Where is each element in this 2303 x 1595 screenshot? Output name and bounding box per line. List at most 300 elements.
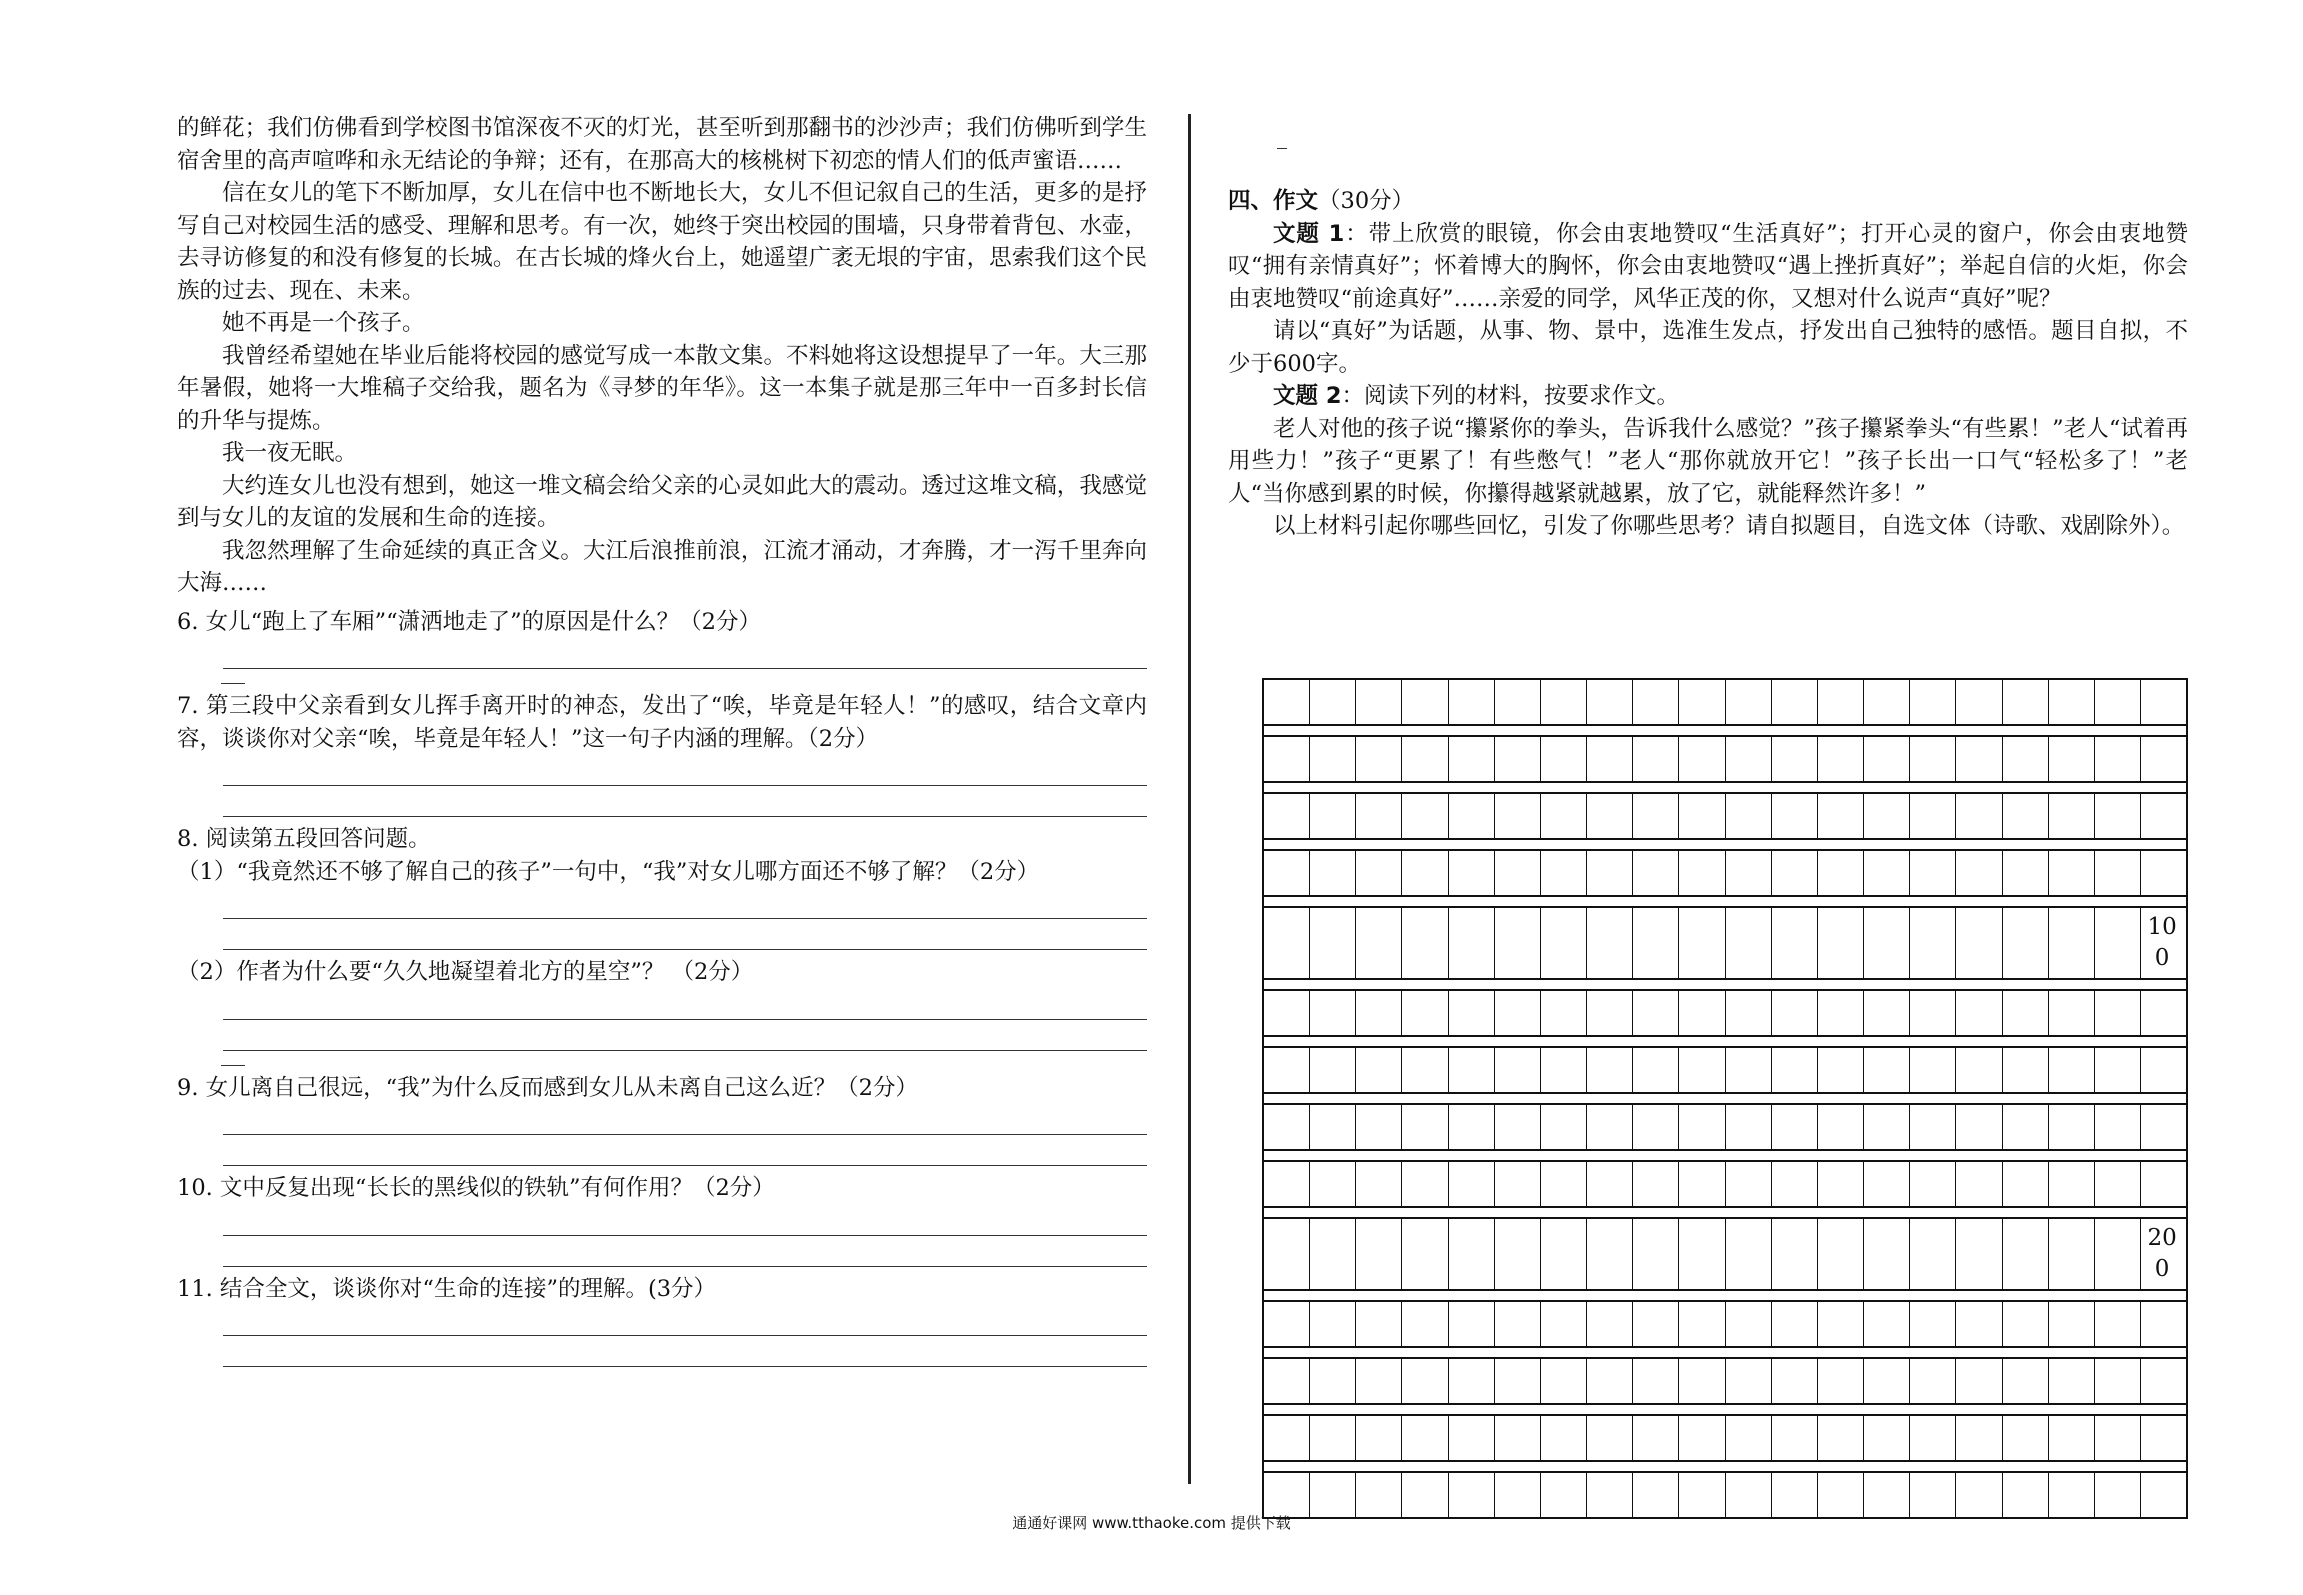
grid-cell[interactable] (1495, 1473, 1541, 1517)
grid-cell[interactable] (1587, 794, 1633, 838)
grid-cell[interactable] (1310, 1048, 1356, 1092)
grid-cell[interactable] (1956, 991, 2002, 1035)
grid-cell[interactable] (1772, 1359, 1818, 1403)
grid-cell[interactable] (1864, 908, 1910, 978)
grid-cell[interactable] (1264, 1416, 1310, 1460)
grid-cell[interactable] (2003, 991, 2049, 1035)
grid-cell[interactable] (1818, 1473, 1864, 1517)
grid-cell[interactable] (1864, 1105, 1910, 1149)
grid-cell[interactable] (1587, 737, 1633, 781)
answer-line[interactable] (223, 1135, 1147, 1166)
grid-cell[interactable] (1956, 1162, 2002, 1206)
grid-cell[interactable] (1310, 794, 1356, 838)
grid-cell[interactable] (2003, 1473, 2049, 1517)
grid-cell[interactable] (1402, 908, 1448, 978)
grid-cell[interactable] (1956, 1105, 2002, 1149)
grid-cell[interactable] (2141, 680, 2186, 724)
passage-paragraph: 我一夜无眠。 (222, 440, 358, 466)
grid-cell[interactable] (1587, 1162, 1633, 1206)
grid-cell[interactable] (1679, 1302, 1725, 1346)
grid-cell[interactable] (2141, 1359, 2186, 1403)
grid-cell[interactable] (2095, 991, 2141, 1035)
grid-cell[interactable] (1402, 1473, 1448, 1517)
grid-cell[interactable] (2049, 1473, 2095, 1517)
grid-cell[interactable] (1402, 1359, 1448, 1403)
grid-cell[interactable] (2095, 1473, 2141, 1517)
grid-cell[interactable] (1726, 851, 1772, 895)
grid-cell[interactable] (1356, 1048, 1402, 1092)
grid-cell[interactable] (1633, 1105, 1679, 1149)
grid-cell[interactable] (2049, 1162, 2095, 1206)
grid-cell[interactable] (1310, 1416, 1356, 1460)
grid-cell[interactable] (2049, 737, 2095, 781)
grid-cell[interactable] (2049, 908, 2095, 978)
grid-cell[interactable] (1818, 1416, 1864, 1460)
grid-cell[interactable] (1679, 991, 1725, 1035)
grid-cell[interactable] (1356, 1359, 1402, 1403)
grid-cell[interactable] (1310, 737, 1356, 781)
grid-cell[interactable] (1772, 680, 1818, 724)
grid-cell[interactable] (1910, 1162, 1956, 1206)
grid-cell[interactable] (2049, 1219, 2095, 1289)
grid-cell[interactable] (1864, 1219, 1910, 1289)
grid-cell[interactable] (1772, 794, 1818, 838)
grid-cell[interactable] (1679, 794, 1725, 838)
grid-cell[interactable] (1956, 908, 2002, 978)
grid-cell[interactable] (2003, 1048, 2049, 1092)
grid-cell[interactable] (1541, 1302, 1587, 1346)
grid-cell[interactable] (1310, 1359, 1356, 1403)
grid-cell[interactable] (1818, 794, 1864, 838)
grid-cell[interactable] (1541, 991, 1587, 1035)
question-8-2: （2）作者为什么要“久久地凝望着北方的星空”？ （2分） (177, 959, 754, 985)
grid-cell[interactable] (1402, 1162, 1448, 1206)
grid-cell[interactable] (1356, 737, 1402, 781)
grid-cell[interactable] (1264, 1359, 1310, 1403)
grid-cell[interactable] (1356, 1416, 1402, 1460)
grid-cell[interactable] (1956, 851, 2002, 895)
grid-cell[interactable] (1449, 794, 1495, 838)
grid-cell[interactable] (1541, 1473, 1587, 1517)
grid-cell[interactable] (1910, 680, 1956, 724)
grid-cell[interactable] (2141, 991, 2186, 1035)
grid-cell[interactable] (1356, 1473, 1402, 1517)
grid-cell[interactable] (2095, 1359, 2141, 1403)
grid-cell[interactable] (1772, 1302, 1818, 1346)
grid-cell[interactable] (1818, 1105, 1864, 1149)
grid-cell[interactable] (1679, 1162, 1725, 1206)
grid-cell[interactable] (1910, 1302, 1956, 1346)
grid-cell[interactable] (1449, 1416, 1495, 1460)
grid-cell[interactable] (1864, 991, 1910, 1035)
grid-cell[interactable] (2141, 1048, 2186, 1092)
answer-line[interactable] (223, 1236, 1147, 1267)
grid-cell[interactable] (2141, 1302, 2186, 1346)
grid-cell[interactable] (1726, 908, 1772, 978)
grid-cell[interactable] (2095, 908, 2141, 978)
grid-cell[interactable] (1910, 908, 1956, 978)
grid-cell[interactable] (1679, 1219, 1725, 1289)
grid-cell[interactable] (2049, 991, 2095, 1035)
grid-cell[interactable] (2095, 1302, 2141, 1346)
grid-cell[interactable] (1264, 1048, 1310, 1092)
grid-cell[interactable] (1310, 851, 1356, 895)
grid-cell[interactable] (1633, 991, 1679, 1035)
grid-cell[interactable] (1495, 794, 1541, 838)
grid-cell[interactable] (1910, 1219, 1956, 1289)
grid-cell[interactable] (2049, 1302, 2095, 1346)
grid-row-gap (1262, 838, 2188, 849)
grid-cell[interactable] (2141, 737, 2186, 781)
grid-cell[interactable] (1449, 737, 1495, 781)
grid-cell[interactable] (1402, 1219, 1448, 1289)
grid-cell[interactable] (1864, 794, 1910, 838)
grid-cell[interactable] (1356, 908, 1402, 978)
grid-cell[interactable] (2095, 851, 2141, 895)
grid-cell[interactable] (1726, 991, 1772, 1035)
grid-cell[interactable] (1402, 1416, 1448, 1460)
grid-cell[interactable] (1495, 991, 1541, 1035)
grid-cell[interactable] (2049, 680, 2095, 724)
grid-cell[interactable] (1726, 1416, 1772, 1460)
grid-cell[interactable] (1910, 1048, 1956, 1092)
grid-cell[interactable] (1956, 1048, 2002, 1092)
grid-cell[interactable] (1449, 851, 1495, 895)
grid-cell[interactable] (1726, 737, 1772, 781)
grid-cell[interactable] (1910, 1473, 1956, 1517)
grid-cell[interactable] (1633, 1416, 1679, 1460)
grid-cell[interactable] (1726, 1162, 1772, 1206)
grid-cell[interactable] (1910, 1105, 1956, 1149)
grid-cell[interactable] (1772, 1473, 1818, 1517)
grid-cell[interactable] (2003, 794, 2049, 838)
grid-cell[interactable] (2095, 1105, 2141, 1149)
grid-cell[interactable] (1864, 1048, 1910, 1092)
grid-cell[interactable] (1356, 991, 1402, 1035)
grid-cell[interactable] (1587, 851, 1633, 895)
grid-cell[interactable] (2141, 1162, 2186, 1206)
grid-cell[interactable] (1910, 851, 1956, 895)
grid-cell[interactable] (1541, 1359, 1587, 1403)
grid-cell[interactable] (1449, 1048, 1495, 1092)
grid-cell[interactable] (1264, 1162, 1310, 1206)
grid-cell[interactable] (1587, 908, 1633, 978)
grid-cell[interactable] (1264, 908, 1310, 978)
grid-cell[interactable] (1356, 1219, 1402, 1289)
grid-cell[interactable] (1956, 1359, 2002, 1403)
grid-cell[interactable] (1633, 1359, 1679, 1403)
answer-line[interactable] (223, 888, 1147, 919)
grid-cell[interactable] (1818, 1162, 1864, 1206)
grid-cell[interactable] (1633, 1219, 1679, 1289)
grid-cell[interactable] (1679, 1048, 1725, 1092)
grid-cell[interactable] (1818, 737, 1864, 781)
answer-line[interactable] (223, 786, 1147, 817)
grid-cell[interactable] (1587, 1359, 1633, 1403)
grid-cell[interactable] (2003, 1219, 2049, 1289)
writing-grid[interactable] (1262, 678, 2188, 1519)
grid-cell[interactable] (1264, 851, 1310, 895)
grid-cell[interactable] (1495, 908, 1541, 978)
grid-cell[interactable] (1679, 737, 1725, 781)
grid-cell[interactable] (1310, 1473, 1356, 1517)
grid-cell[interactable] (1633, 737, 1679, 781)
answer-line[interactable] (223, 919, 1147, 950)
grid-cell[interactable] (1772, 737, 1818, 781)
grid-cell[interactable] (1449, 991, 1495, 1035)
grid-cell[interactable] (1956, 1473, 2002, 1517)
grid-cell[interactable] (1910, 991, 1956, 1035)
grid-cell[interactable] (1356, 680, 1402, 724)
grid-cell[interactable] (1310, 908, 1356, 978)
grid-cell[interactable] (1587, 991, 1633, 1035)
grid-cell[interactable] (1679, 1473, 1725, 1517)
grid-cell[interactable] (2003, 1105, 2049, 1149)
grid-cell[interactable] (1772, 991, 1818, 1035)
grid-cell[interactable] (1587, 1473, 1633, 1517)
grid-cell[interactable] (1541, 1048, 1587, 1092)
grid-cell[interactable] (1633, 1302, 1679, 1346)
grid-cell[interactable] (1633, 1048, 1679, 1092)
grid-cell[interactable] (2049, 794, 2095, 838)
grid-cell[interactable] (1633, 680, 1679, 724)
grid-cell[interactable] (1633, 1473, 1679, 1517)
grid-cell[interactable] (1310, 991, 1356, 1035)
grid-cell[interactable] (1726, 1048, 1772, 1092)
grid-cell[interactable] (1541, 1105, 1587, 1149)
grid-cell[interactable] (1726, 1219, 1772, 1289)
grid-cell[interactable] (1956, 1302, 2002, 1346)
grid-cell[interactable] (1587, 1105, 1633, 1149)
grid-cell[interactable] (1864, 680, 1910, 724)
grid-cell[interactable] (1356, 1105, 1402, 1149)
grid-cell[interactable] (1495, 1105, 1541, 1149)
grid-cell[interactable] (2049, 1416, 2095, 1460)
grid-cell[interactable] (1402, 851, 1448, 895)
grid-cell[interactable] (1402, 1105, 1448, 1149)
grid-cell[interactable] (1818, 1359, 1864, 1403)
grid-cell[interactable] (1264, 1302, 1310, 1346)
grid-cell[interactable] (1772, 1162, 1818, 1206)
passage-paragraph: 我曾经希望她在毕业后能将校园的感觉写成一本散文集。不料她将这设想提早了一年。大三那年暑假，她将一大堆稿子交给我，题名为《寻梦的年华》。这一本集子就是那三年中一百多封长信的升华与提炼。 (177, 342, 1147, 434)
grid-cell[interactable] (2141, 1219, 2186, 1289)
grid-cell[interactable] (1264, 680, 1310, 724)
grid-cell[interactable] (1772, 851, 1818, 895)
grid-cell[interactable] (1495, 1048, 1541, 1092)
grid-cell[interactable] (2003, 1359, 2049, 1403)
grid-cell[interactable] (2095, 1219, 2141, 1289)
grid-cell[interactable] (1633, 851, 1679, 895)
grid-cell[interactable] (1402, 1048, 1448, 1092)
answer-line[interactable] (223, 1020, 1147, 1051)
grid-cell[interactable] (1772, 1416, 1818, 1460)
grid-cell[interactable] (1402, 1302, 1448, 1346)
grid-cell[interactable] (1587, 1219, 1633, 1289)
grid-cell[interactable] (1541, 851, 1587, 895)
grid-cell[interactable] (1587, 1416, 1633, 1460)
grid-cell[interactable] (1264, 1219, 1310, 1289)
grid-cell[interactable] (1310, 1302, 1356, 1346)
grid-cell[interactable] (1402, 991, 1448, 1035)
answer-line[interactable] (223, 1205, 1147, 1236)
grid-cell[interactable] (1910, 1416, 1956, 1460)
grid-cell[interactable] (2003, 680, 2049, 724)
grid-cell[interactable] (1726, 1302, 1772, 1346)
grid-cell[interactable] (1679, 680, 1725, 724)
answer-line[interactable] (223, 1336, 1147, 1367)
grid-cell[interactable] (2095, 680, 2141, 724)
answer-line[interactable] (223, 1305, 1147, 1336)
grid-cell[interactable] (1449, 680, 1495, 724)
grid-cell[interactable] (2141, 1105, 2186, 1149)
grid-cell[interactable] (1449, 1302, 1495, 1346)
grid-cell[interactable] (2003, 851, 2049, 895)
grid-cell[interactable] (2141, 851, 2186, 895)
grid-cell[interactable] (1818, 680, 1864, 724)
grid-cell[interactable] (1495, 1359, 1541, 1403)
grid-cell[interactable] (2095, 1162, 2141, 1206)
grid-cell[interactable] (1541, 908, 1587, 978)
grid-cell[interactable] (1310, 680, 1356, 724)
grid-cell[interactable] (1402, 794, 1448, 838)
grid-cell[interactable] (1818, 1048, 1864, 1092)
grid-cell[interactable] (1495, 851, 1541, 895)
grid-cell[interactable] (1541, 1162, 1587, 1206)
grid-cell[interactable] (1495, 1302, 1541, 1346)
grid-cell[interactable] (1864, 1162, 1910, 1206)
grid-cell[interactable] (1679, 1416, 1725, 1460)
grid-cell[interactable] (1956, 794, 2002, 838)
grid-cell[interactable] (1356, 851, 1402, 895)
grid-cell[interactable] (1495, 680, 1541, 724)
grid-cell[interactable] (1726, 1359, 1772, 1403)
grid-cell[interactable] (1587, 1302, 1633, 1346)
grid-cell[interactable] (2003, 908, 2049, 978)
grid-cell[interactable] (2003, 737, 2049, 781)
grid-cell[interactable] (1679, 1359, 1725, 1403)
grid-cell[interactable] (1449, 1162, 1495, 1206)
grid-cell[interactable] (1541, 1219, 1587, 1289)
grid-cell[interactable] (1356, 1162, 1402, 1206)
grid-cell[interactable] (1910, 1359, 1956, 1403)
grid-cell[interactable] (2049, 1048, 2095, 1092)
grid-cell[interactable] (2095, 1048, 2141, 1092)
grid-cell[interactable] (1864, 1473, 1910, 1517)
grid-cell[interactable] (1864, 851, 1910, 895)
grid-cell[interactable] (2141, 1473, 2186, 1517)
grid-cell[interactable] (2003, 1162, 2049, 1206)
grid-cell[interactable] (1956, 737, 2002, 781)
grid-cell[interactable] (1356, 1302, 1402, 1346)
grid-cell[interactable] (1633, 794, 1679, 838)
grid-cell[interactable] (1633, 1162, 1679, 1206)
grid-cell[interactable] (1310, 1105, 1356, 1149)
passage-paragraph: 她不再是一个孩子。 (222, 310, 425, 336)
grid-cell[interactable] (1541, 680, 1587, 724)
grid-cell[interactable] (1264, 1473, 1310, 1517)
grid-cell[interactable] (1864, 737, 1910, 781)
grid-cell[interactable] (1541, 737, 1587, 781)
grid-cell[interactable] (1818, 1219, 1864, 1289)
grid-cell[interactable] (1679, 851, 1725, 895)
grid-cell[interactable] (1402, 737, 1448, 781)
grid-cell[interactable] (2003, 1302, 2049, 1346)
answer-line[interactable] (223, 989, 1147, 1020)
answer-line[interactable] (223, 638, 1147, 669)
grid-cell[interactable] (1864, 1416, 1910, 1460)
grid-cell[interactable] (1310, 1162, 1356, 1206)
grid-cell[interactable] (2141, 794, 2186, 838)
grid-cell[interactable] (1772, 908, 1818, 978)
grid-cell[interactable] (1910, 737, 1956, 781)
grid-cell[interactable] (1818, 1302, 1864, 1346)
grid-cell[interactable] (1449, 908, 1495, 978)
grid-cell[interactable] (1726, 680, 1772, 724)
grid-cell[interactable] (1818, 851, 1864, 895)
grid-cell[interactable] (1587, 1048, 1633, 1092)
grid-cell[interactable] (1772, 1219, 1818, 1289)
grid-cell[interactable] (1449, 1359, 1495, 1403)
grid-cell[interactable] (1956, 1219, 2002, 1289)
grid-cell[interactable] (2095, 1416, 2141, 1460)
grid-cell[interactable] (1449, 1219, 1495, 1289)
grid-cell[interactable] (1264, 1105, 1310, 1149)
grid-cell[interactable] (1495, 737, 1541, 781)
grid-cell[interactable] (1726, 1105, 1772, 1149)
grid-cell[interactable] (2095, 737, 2141, 781)
grid-cell[interactable] (1495, 1219, 1541, 1289)
grid-cell[interactable] (1310, 1219, 1356, 1289)
grid-cell[interactable] (1864, 1359, 1910, 1403)
grid-cell[interactable] (1818, 908, 1864, 978)
grid-cell[interactable] (1541, 794, 1587, 838)
grid-cell[interactable] (1587, 680, 1633, 724)
grid-cell[interactable] (2049, 851, 2095, 895)
answer-line-tail (221, 1051, 245, 1066)
grid-cell[interactable] (1910, 794, 1956, 838)
grid-cell[interactable] (2141, 908, 2186, 978)
grid-cell[interactable] (2003, 1416, 2049, 1460)
grid-cell[interactable] (1726, 1473, 1772, 1517)
grid-cell[interactable] (1402, 680, 1448, 724)
grid-cell[interactable] (1726, 794, 1772, 838)
grid-cell[interactable] (2141, 1416, 2186, 1460)
grid-cell[interactable] (1449, 1105, 1495, 1149)
grid-cell[interactable] (1956, 680, 2002, 724)
grid-cell[interactable] (1772, 1105, 1818, 1149)
grid-cell[interactable] (1679, 1105, 1725, 1149)
grid-cell[interactable] (1495, 1162, 1541, 1206)
grid-cell[interactable] (2049, 1105, 2095, 1149)
grid-cell[interactable] (1495, 1416, 1541, 1460)
grid-cell[interactable] (1679, 908, 1725, 978)
grid-cell[interactable] (1449, 1473, 1495, 1517)
grid-cell[interactable] (2095, 794, 2141, 838)
grid-cell[interactable] (1264, 991, 1310, 1035)
grid-cell[interactable] (2049, 1359, 2095, 1403)
grid-cell[interactable] (1772, 1048, 1818, 1092)
grid-cell[interactable] (1541, 1416, 1587, 1460)
grid-cell[interactable] (1264, 737, 1310, 781)
grid-cell[interactable] (1818, 991, 1864, 1035)
answer-line[interactable] (223, 755, 1147, 786)
grid-cell[interactable] (1864, 1302, 1910, 1346)
grid-cell[interactable] (1956, 1416, 2002, 1460)
grid-cell[interactable] (1633, 908, 1679, 978)
grid-cell[interactable] (1356, 794, 1402, 838)
grid-cell[interactable] (1264, 794, 1310, 838)
answer-line[interactable] (223, 1104, 1147, 1135)
